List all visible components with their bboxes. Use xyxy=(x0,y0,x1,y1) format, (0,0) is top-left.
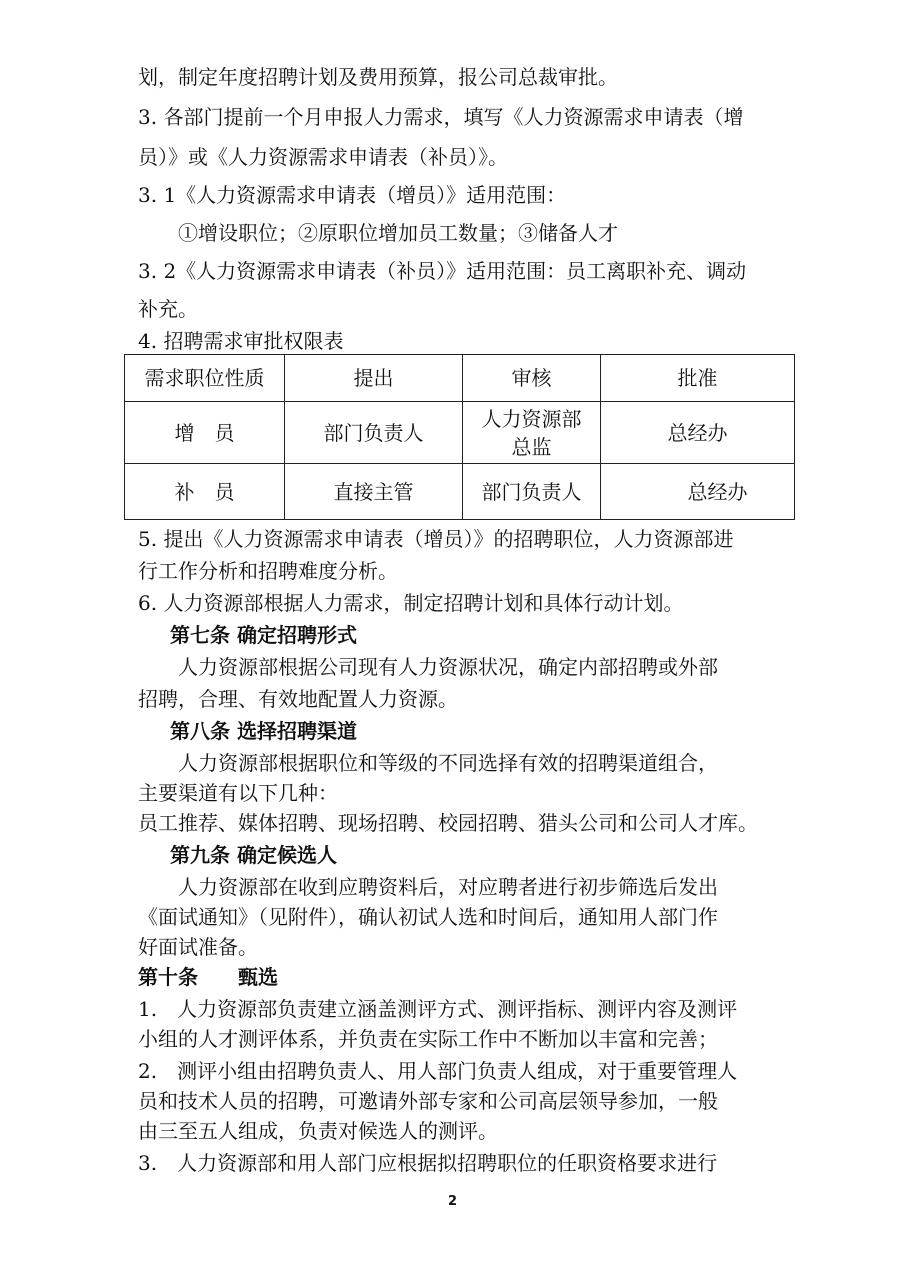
table-caption: 4. 招聘需求审批权限表 xyxy=(138,329,344,353)
table-header-row xyxy=(125,355,795,402)
text-line-11: 人力资源部根据公司现有人力资源状况，确定内部招聘或外部 xyxy=(178,655,718,679)
table-row xyxy=(125,464,795,520)
table-cell: 部门负责人 xyxy=(463,464,601,520)
section-heading-9: 第九条 确定候选人 xyxy=(170,843,337,867)
text-line-10: 6. 人力资源部根据人力需求，制定招聘计划和具体行动计划。 xyxy=(138,591,684,615)
text-line-20: 小组的人才测评体系，并负责在实际工作中不断加以丰富和完善； xyxy=(138,1027,718,1051)
text-line-14: 主要渠道有以下几种： xyxy=(138,781,338,805)
text-line-18: 好面试准备。 xyxy=(138,935,258,959)
table-cell: 补 员 xyxy=(125,464,285,520)
table-header-cell: 需求职位性质 xyxy=(125,355,285,402)
text-line-21: 2. 测评小组由招聘负责人、用人部门负责人组成，对于重要管理人 xyxy=(138,1059,738,1083)
section-heading-7: 第七条 确定招聘形式 xyxy=(170,623,357,647)
text-line-4: 3. 1《人力资源需求申请表（增员）》适用范围： xyxy=(138,183,567,207)
text-line-7: 补充。 xyxy=(138,297,198,321)
text-line-15: 员工推荐、媒体招聘、现场招聘、校园招聘、猎头公司和公司人才库。 xyxy=(138,811,758,835)
text-line-12: 招聘，合理、有效地配置人力资源。 xyxy=(138,687,458,711)
text-line-6: 3. 2《人力资源需求申请表（补员）》适用范围：员工离职补充、调动 xyxy=(138,259,747,283)
approval-table xyxy=(124,354,795,520)
text-line-2: 3. 各部门提前一个月申报人力需求，填写《人力资源需求申请表（增 xyxy=(138,105,744,129)
table-cell: 部门负责人 xyxy=(285,402,463,464)
text-line-5: ①增设职位；②原职位增加员工数量；③储备人才 xyxy=(178,221,618,245)
table-header-cell: 提出 xyxy=(285,355,463,402)
table-cell: 总经办 xyxy=(601,464,795,520)
text-line-19: 1. 人力资源部负责建立涵盖测评方式、测评指标、测评内容及测评 xyxy=(138,997,738,1021)
table-cell: 增 员 xyxy=(125,402,285,464)
text-line-9: 行工作分析和招聘难度分析。 xyxy=(138,559,398,583)
text-line-22: 员和技术人员的招聘，可邀请外部专家和公司高层领导参加，一般 xyxy=(138,1089,718,1113)
text-line-17: 《面试通知》（见附件），确认初试人选和时间后，通知用人部门作 xyxy=(138,905,718,929)
text-line-1: 划，制定年度招聘计划及费用预算，报公司总裁审批。 xyxy=(138,65,618,89)
text-line-13: 人力资源部根据职位和等级的不同选择有效的招聘渠道组合， xyxy=(178,751,718,775)
table-cell: 人力资源部总监 xyxy=(463,402,601,464)
table-cell: 总经办 xyxy=(601,402,795,464)
text-line-3: 员）》或《人力资源需求申请表（补员）》。 xyxy=(138,145,508,169)
table-row xyxy=(125,402,795,464)
text-line-23: 由三至五人组成，负责对候选人的测评。 xyxy=(138,1119,498,1143)
table-cell: 直接主管 xyxy=(285,464,463,520)
section-heading-10: 第十条 甄选 xyxy=(138,965,278,989)
text-line-24: 3. 人力资源部和用人部门应根据拟招聘职位的任职资格要求进行 xyxy=(138,1151,718,1175)
page-number: 2 xyxy=(448,1194,458,1209)
text-line-8: 5. 提出《人力资源需求申请表（增员）》的招聘职位，人力资源部进 xyxy=(138,527,734,551)
table-header-cell: 批准 xyxy=(601,355,795,402)
text-line-16: 人力资源部在收到应聘资料后，对应聘者进行初步筛选后发出 xyxy=(178,875,718,899)
section-heading-8: 第八条 选择招聘渠道 xyxy=(170,719,357,743)
table-header-cell: 审核 xyxy=(463,355,601,402)
